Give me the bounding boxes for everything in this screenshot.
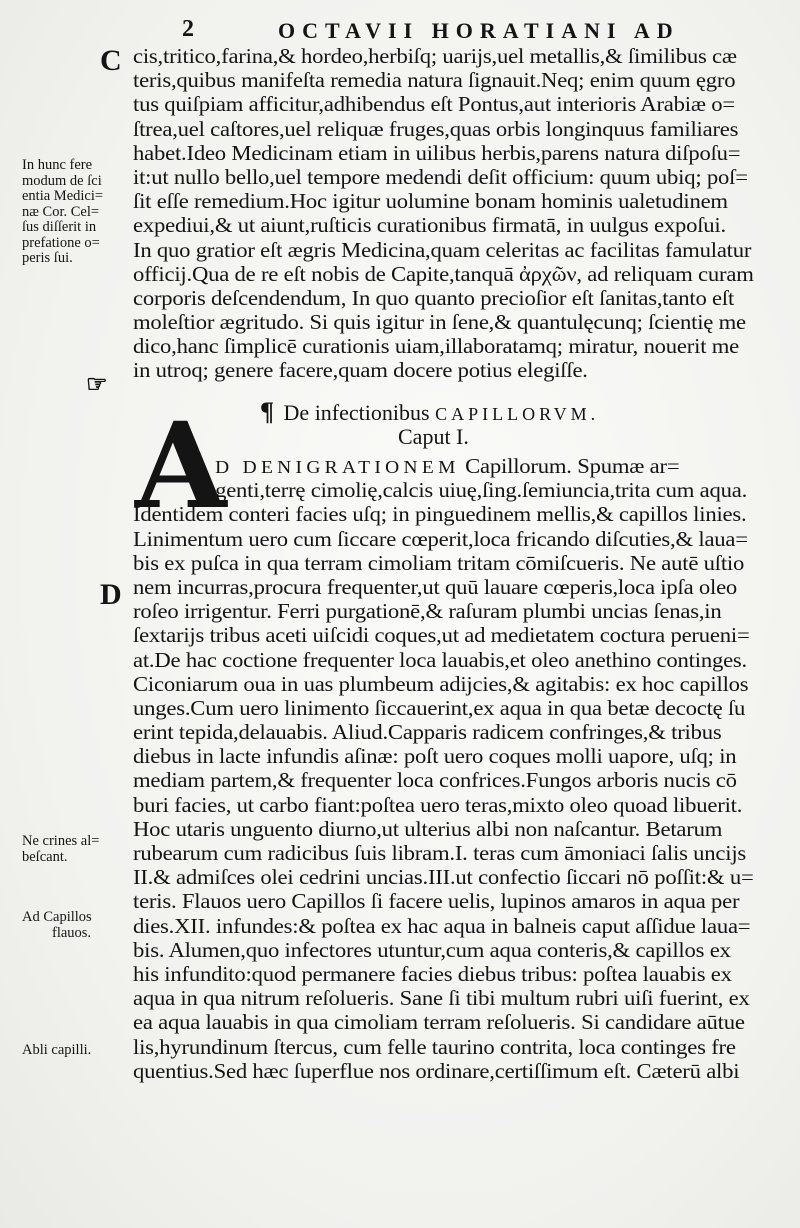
text-line: erint tepida,delauabis. Aliud.Capparis radicem confringes,& tribus [133, 720, 722, 745]
text-line: officij.Qua de re eſt nobis de Capite,tanquā ἀρχῶν, ad reliquam curam [133, 261, 754, 286]
heading-smallcaps: CAPILLORVM. [435, 404, 600, 424]
text-line: ſtrea,uel caſtores,uel reliquæ fruges,quas orbis longinquus familiares [133, 116, 739, 141]
text-line: genti,terrę cimolię,calcis uiuę,ſing.ſemiuncia,trita cum aqua. [215, 478, 748, 503]
margin-section-letter-c: C [100, 44, 122, 77]
text-line: corporis deſcendendum, In quo quanto precioſior eſt ſanitas,tanto eſt [133, 285, 735, 310]
text-line: lis,hyrundinum ſtercus, cum felle taurino contrita, loca continges fre [133, 1034, 736, 1059]
note-line: beſcant. [22, 848, 68, 865]
section-one-text [133, 44, 778, 383]
text-line: aqua in qua nitrum reſolueris. Sane ſi tibi multum rubri uiſi fuerint, ex [133, 986, 750, 1011]
note-line: In hunc fere [22, 157, 93, 173]
text-line: rubearum cum radicibus ſuis libram.I. teras cum āmoniaci ſalis uncijs [133, 841, 747, 865]
note-line: modum de ſci [22, 172, 102, 189]
caput-label: Caput I. [398, 424, 469, 449]
text-line: II.& admiſces olei cedrini uncias.III.ut confectio ſiccari nō poſſit:& u= [133, 865, 754, 890]
chapter-heading [260, 397, 599, 427]
section-two-text [133, 454, 778, 1083]
text-line: buri facies, ut carbo fiant:poſtea uero teras,mixto oleo quoad libuerit. [133, 792, 743, 817]
note-line: peris ſui. [22, 250, 73, 266]
first-line-caps: D DENIGRATIONEM [215, 457, 460, 477]
text-line: In quo gratior eſt ægris Medicina,quam celeritas ac facilitas famulatur [133, 237, 752, 262]
text-line: dies.XII. infundes:& poſtea ex hac aqua in balneis caput aſſidue laua= [133, 913, 751, 938]
text-line: at.De hac coctione frequenter loca lauabis,et oleo anethino continges. [133, 647, 747, 672]
text-line: diebus in lacte infundis aſinæ: poſt uero coques molli uapore, uſq; in [133, 744, 737, 769]
marginal-note-celsus [22, 158, 122, 267]
margin-section-letter-d: D [100, 578, 122, 611]
first-line-rest: Capillorum. Spumæ ar= [459, 454, 680, 478]
text-line: unges.Cum uero linimento ſiccauerint,ex aqua in qua betæ decoctę ſu [133, 695, 746, 720]
note-line: Ne crines al= [22, 833, 100, 849]
text-line: bis. Alumen,quo infectores utuntur,cum aqua conteris,& capillos ex [133, 937, 731, 962]
text-line: tus quiſpiam afficitur,adhibendus eſt Pontus,aut interioris Arabiæ o= [133, 92, 735, 117]
text-line: cis,tritico,farina,& hordeo,herbiſq; uarijs,uel metallis,& ſimilibus cæ [133, 44, 737, 68]
text-line: bis ex puſca in qua terram cimoliam tritam cōmiſcueris. Ne autē uſtio [133, 550, 745, 575]
note-line: flauos. [52, 924, 92, 941]
text-line: nem incurras,procura frequenter,ut quū lauare cœperis,loca ipſa oleo [133, 574, 738, 599]
text-line: in utroq; genere facere,quam docere potius elegiſſe. [133, 358, 588, 383]
text-line: teris. Flauos uero Capillos ſi facere uelis, lupinos amaros in aqua per [133, 889, 740, 914]
text-line: ea aqua lauabis in qua cimoliam terram reſolueris. Si candidare aūtue [133, 1010, 745, 1035]
text-line: teris,quibus manifeſta remedia natura ſignauit.Neq; enim quum ęgro [133, 68, 736, 93]
text-line: Identidem conteri facies uſq; in pinguedinem mellis,& capillos linies. [133, 502, 747, 527]
drop-cap-initial: A [135, 396, 227, 535]
manicule-pointing-hand-icon: ☞ [86, 372, 108, 398]
text-line: quentius.Sed hæc ſuperflue nos ordinare,certiſſimum eſt. Cæterū albi [133, 1058, 740, 1083]
running-head: OCTAVII HORATIANI AD [278, 18, 680, 43]
text-line: it:ut nullo bello,uel tempore medendi deſit officium: quum ubiq; poſ= [133, 164, 748, 189]
heading-text: De infectionibus [283, 400, 430, 425]
text-line-first [133, 454, 800, 478]
text-line: expediui,& ut aiunt,ruſticis curationibus firmatā, in uulgus expoſui. [133, 213, 726, 238]
pilcrow-icon: ¶ [260, 397, 275, 426]
note-line: entia Medici= [22, 188, 104, 204]
note-line: næ Cor. Cel= [22, 203, 100, 220]
text-line: Ciconiarum oua in uas plumbeum adijcies,& agitabis: ex hoc capillos [133, 671, 749, 696]
marginal-note-ne-crines [22, 834, 122, 865]
text-line: roſeo irrigentur. Ferri purgationē,& raſuram plumbi uncias ſenas,in [133, 599, 722, 624]
marginal-note-capillos-flauos [22, 910, 122, 941]
text-line: Hoc utaris unguento diurno,ut ulterius albi non naſcantur. Betarum [133, 816, 723, 841]
note-line: ſus diſſerit in [22, 219, 97, 235]
page-number: 2 [182, 16, 195, 42]
text-line: ſit eſſe remedium.Hoc igitur uolumine bonam hominis ualetudinem [133, 189, 728, 214]
note-line: Ad Capillos [22, 909, 92, 925]
text-line: ſextarijs tribus aceti uiſcidi coques,ut ad medietatem coctura perueni= [133, 623, 750, 648]
text-line: mediam partem,& frequenter loca confrices.Fungos arboris nucis cō [133, 768, 737, 793]
note-line: prefatione o= [22, 234, 100, 251]
text-line: his infundito:quod permanere facies diebus tribus: poſtea lauabis ex [133, 961, 732, 986]
text-line: habet.Ideo Medicinam etiam in uilibus herbis,parens natura diſpoſu= [133, 140, 741, 165]
marginal-note-abli-capilli: Abli capilli. [22, 1042, 92, 1058]
text-line: Linimentum uero cum ſiccare cœperit,loca fricando diſcuties,& laua= [133, 526, 748, 551]
text-line: moleſtior ægritudo. Si quis igitur in ſene,& quantulęcunq; ſcientię me [133, 310, 746, 335]
text-line: dico,hanc ſimplicē curationis uiam,illaboratamq; miratur, nouerit me [133, 334, 740, 359]
